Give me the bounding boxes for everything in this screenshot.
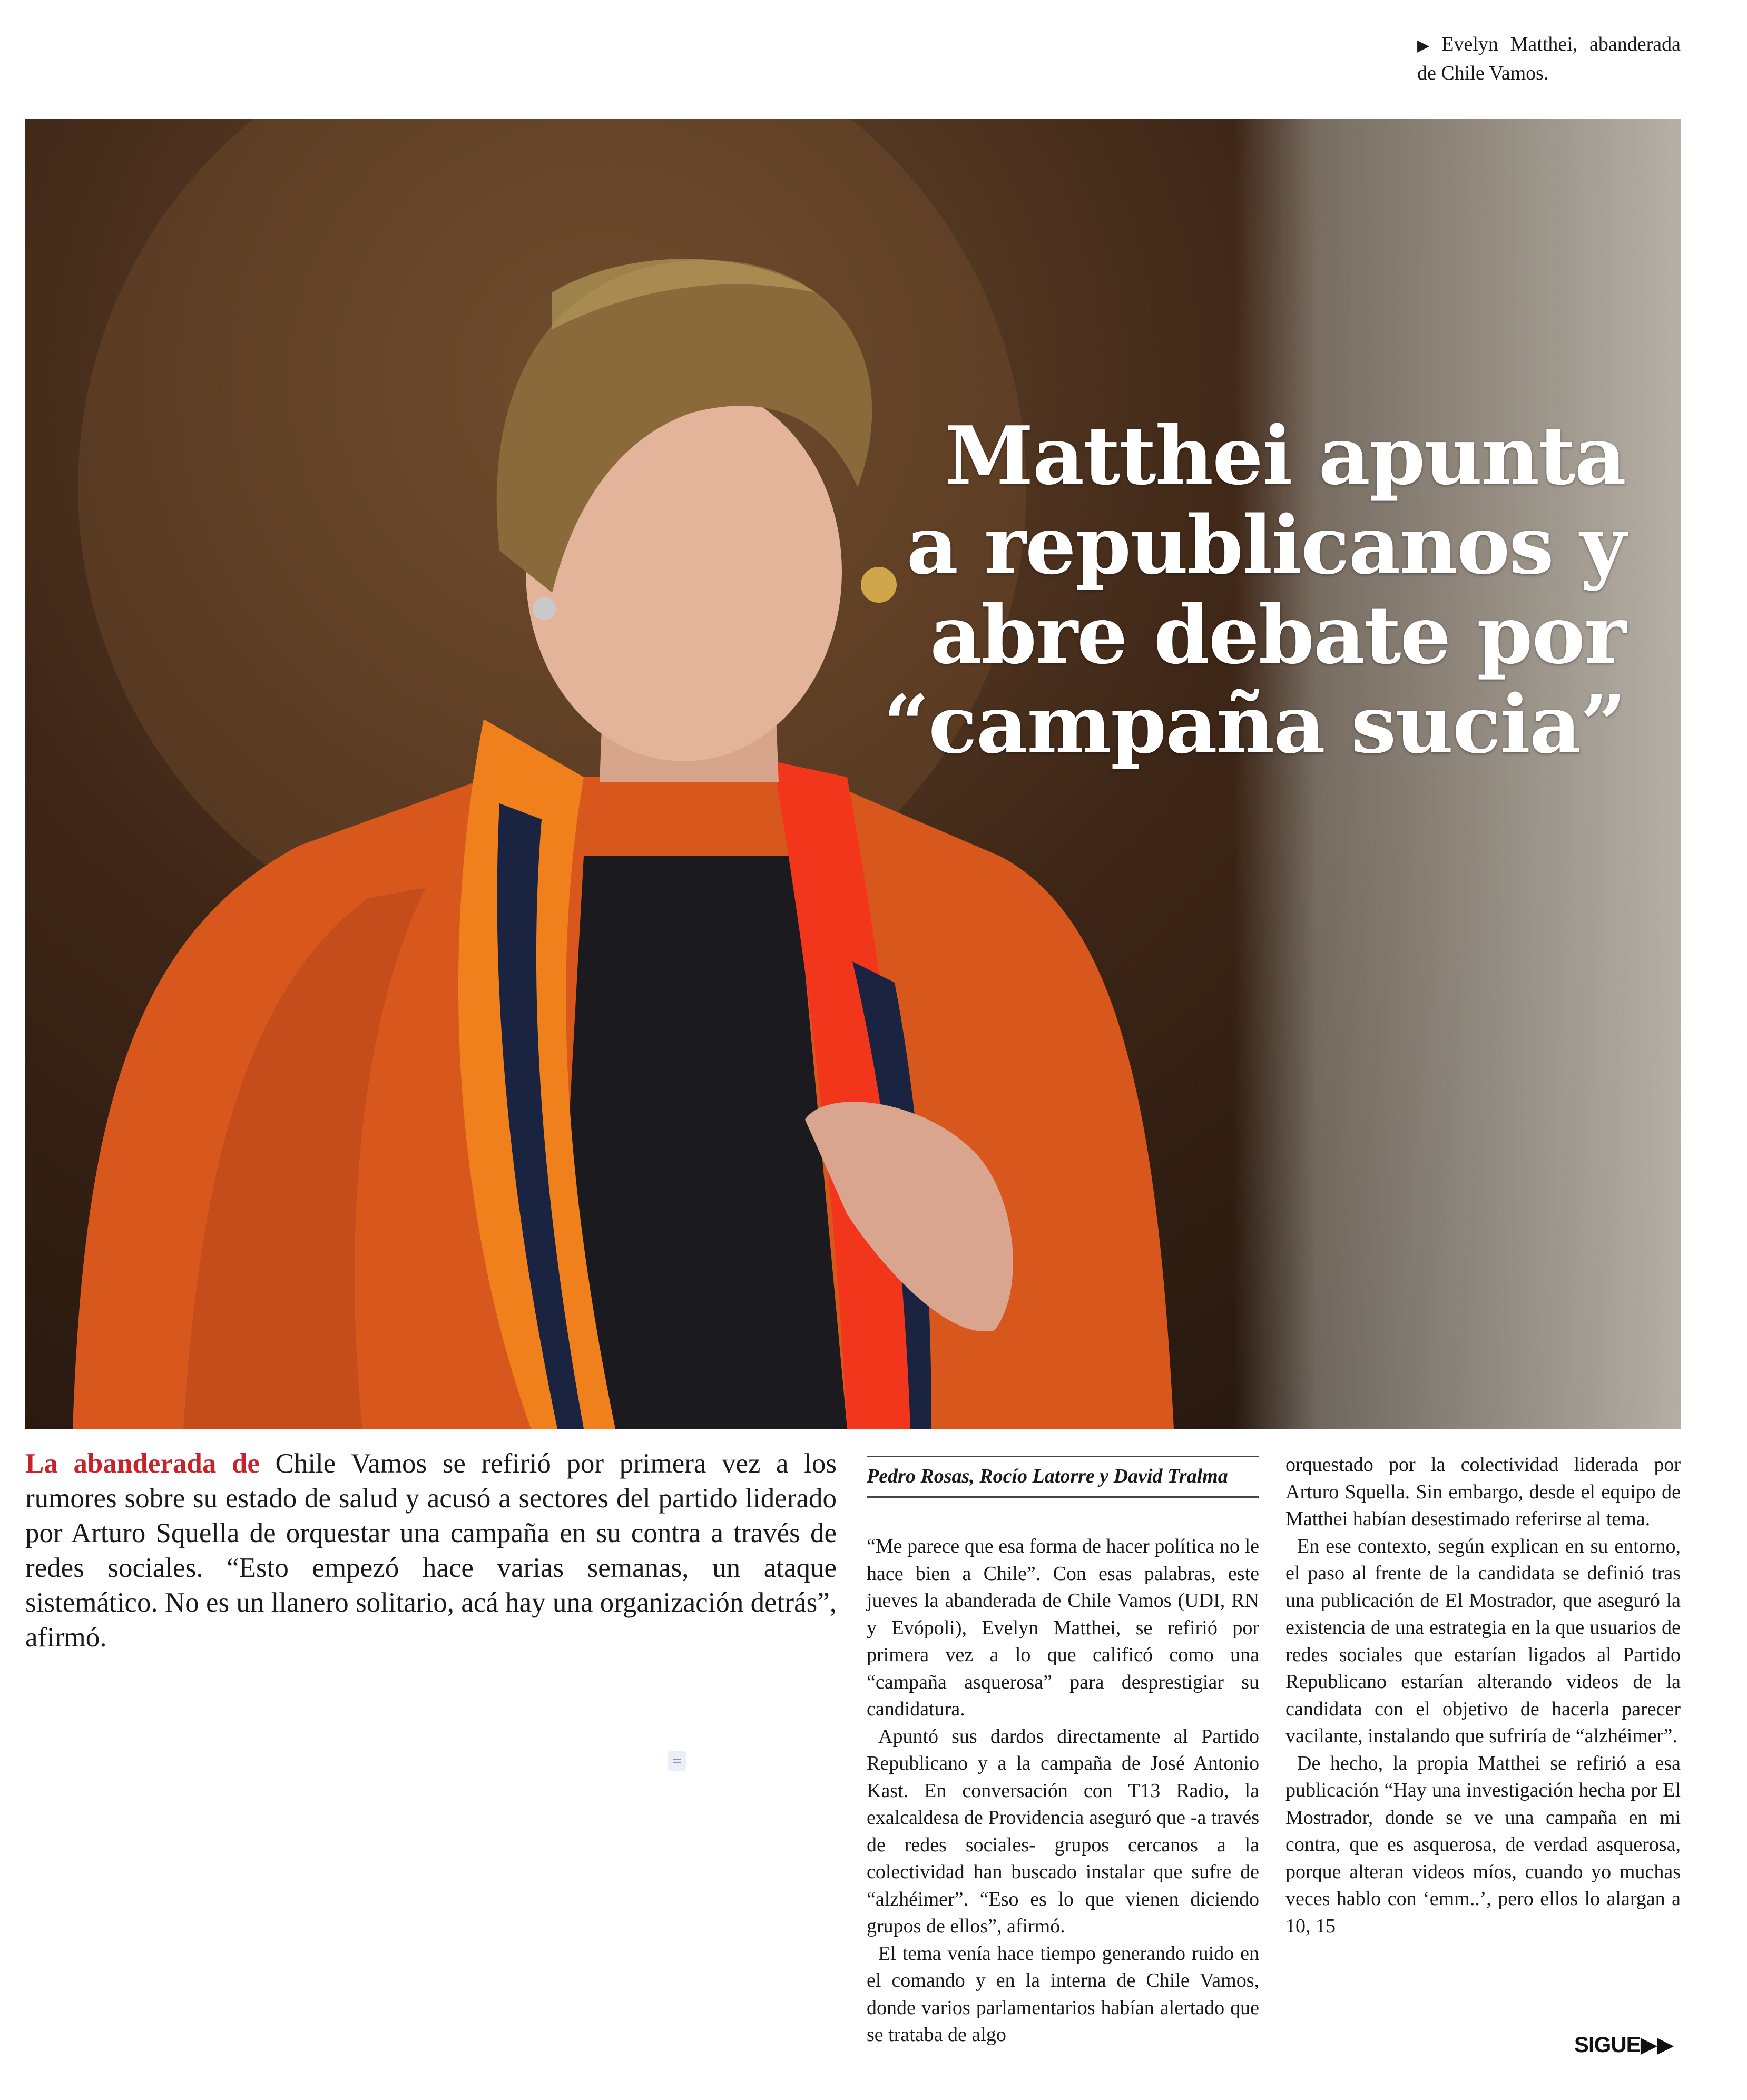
lede-kicker: La abanderada de [25,1448,260,1479]
column-1-paragraph-2: Apuntó sus dardos directamente al Partido Republicano y a la campaña de José Antonio Kast. En conversación con T13 Radio, la exalcaldesa de Providencia aseguró que -a través de redes sociales- grupos cercanos a la colectividad han buscado instalar que sufre de “alzhéimer”. “Eso es lo que vienen diciendo grupos de ellos”, afirmó. [867,1725,1259,1937]
column-1-paragraph-3: El tema venía hace tiempo generando ruido en el comando y en la interna de Chile Vamos, donde varios parlamentarios habían alertado que se trataba de algo [867,1942,1259,2046]
column-2-paragraph-1: orquestado por la colectividad liderada por Arturo Squella. Sin embargo, desde el equipo de Matthei habían desestimado referirse al tema. [1285,1454,1681,1530]
article-photo [25,119,1681,1429]
lede-text: Chile Vamos se refirió por primera vez a los rumores sobre su estado de salud y acusó a sectores del partido liderado por Arturo Squella de orquestar una campaña en su contra a través de redes sociales. “Esto empezó hace varias semanas, un ataque sistemático. No es un llanero solitario, acá hay una organización detrás”, afirmó. [25,1448,837,1653]
column-2-paragraph-2: En ese contexto, según explican en su entorno, el paso al frente de la candidata se definió tras una publicación de El Mostrador, que aseguró la existencia de una estrategia en la que usuarios de redes sociales que estarían ligados al Partido Republicano estarían alterando videos de la candidata con el objetivo de hacerla parecer vacilante, instalando que sufriría de “alzhéimer”. [1285,1535,1681,1747]
continue-link[interactable] [1574,2032,1673,2057]
double-arrow-icon: ▶▶ [1640,2032,1674,2057]
headline-line-4: “campaña sucia” [883,677,1625,771]
column-2-paragraph-3: De hecho, la propia Matthei se refirió a esa publicación “Hay una investigación hecha por El Mostrador, donde se ve una campaña en mi contra, que es asquerosa, de verdad asquerosa, porque alteran videos míos, cuando yo muchas veces hablo con ‘emm..’, pero ellos lo alargan a 10, 15 [1285,1752,1681,1937]
caption-text: Evelyn Matthei, abanderada de Chile Vamos. [1417,33,1681,84]
lede-paragraph [25,1446,837,1655]
headline-line-1: Matthei apunta [945,408,1625,503]
headline-line-3: abre debate por [930,587,1625,682]
portrait-illustration [25,119,1681,1429]
headline-line-2: a republicanos y [906,498,1625,592]
photo-caption [1417,31,1681,87]
note-icon [668,1751,686,1771]
byline: Pedro Rosas, Rocío Latorre y David Tralma [867,1456,1259,1498]
article-column-1 [867,1533,1259,2049]
article-column-2 [1285,1451,1681,1940]
column-1-paragraph-1: “Me parece que esa forma de hacer política no le hace bien a Chile”. Con esas palabras, este jueves la abanderada de Chile Vamos (UDI, RN y Evópoli), Evelyn Matthei, se refirió por primera vez a lo que calificó como una “campaña asquerosa” para desprestigiar su candidatura. [867,1535,1259,1720]
caption-triangle-icon: ▶ [1417,37,1437,54]
continue-label: SIGUE [1574,2032,1641,2057]
headline [883,408,1625,771]
